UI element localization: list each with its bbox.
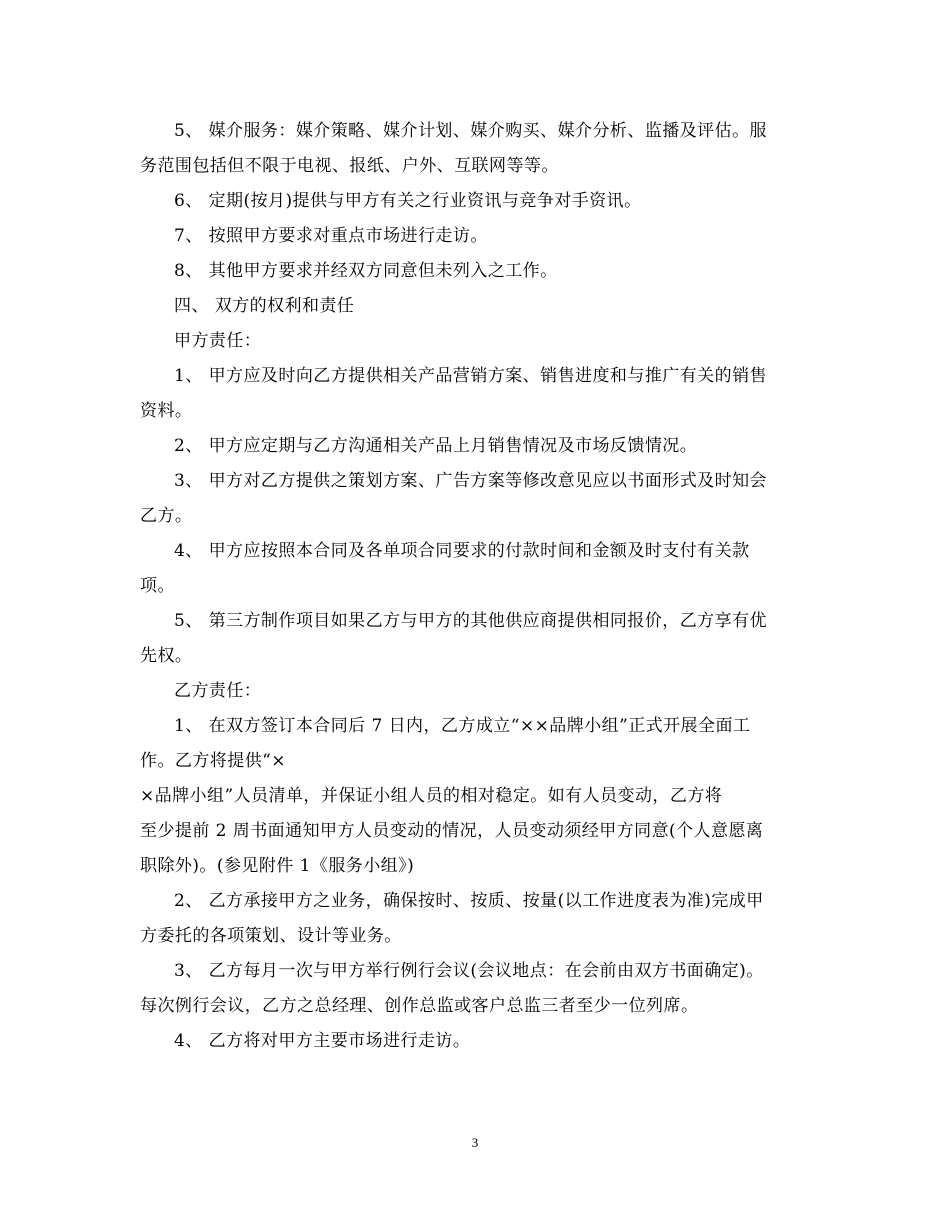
paragraph-line: 资料。 [140, 401, 193, 421]
paragraph-b1-continued [140, 779, 810, 884]
paragraph-line: 职除外)。(参见附件 1《服务小组》) [140, 856, 415, 876]
paragraph-b2 [140, 884, 810, 954]
paragraph-line: 方委托的各项策划、设计等业务。 [140, 926, 402, 946]
document-body [140, 114, 810, 1059]
section-heading-rights [140, 289, 810, 324]
paragraph-other-work [140, 254, 810, 289]
paragraph-line: 4、 乙方将对甲方主要市场进行走访。 [174, 1031, 471, 1051]
paragraph-a4 [140, 534, 810, 604]
paragraph-line: 至少提前 2 周书面通知甲方人员变动的情况，人员变动须经甲方同意(个人意愿离 [140, 821, 764, 841]
paragraph-line: ×品牌小组”人员清单，并保证小组人员的相对稳定。如有人员变动，乙方将 [140, 786, 723, 806]
paragraph-a5 [140, 604, 810, 674]
subheading-party-b [140, 674, 810, 709]
paragraph-line: 四、 双方的权利和责任 [174, 296, 355, 316]
paragraph-b3 [140, 954, 810, 1024]
paragraph-a1 [140, 359, 810, 429]
page-number: 3 [471, 1135, 479, 1150]
paragraph-line: 3、 甲方对乙方提供之策划方案、广告方案等修改意见应以书面形式及时知会 [174, 471, 767, 491]
paragraph-media-services [140, 114, 810, 184]
paragraph-periodic-info [140, 184, 810, 219]
paragraph-line: 1、 在双方签订本合同后 7 日内，乙方成立“××品牌小组”正式开展全面工 [174, 716, 751, 736]
paragraph-line: 6、 定期(按月)提供与甲方有关之行业资讯与竞争对手资讯。 [174, 191, 642, 211]
paragraph-line: 乙方。 [140, 506, 193, 526]
paragraph-line: 乙方责任： [174, 681, 262, 701]
paragraph-line: 项。 [140, 576, 175, 596]
paragraph-line: 2、 乙方承接甲方之业务，确保按时、按质、按量(以工作进度表为准)完成甲 [174, 891, 764, 911]
paragraph-line: 7、 按照甲方要求对重点市场进行走访。 [174, 226, 488, 246]
paragraph-line: 先权。 [140, 646, 193, 666]
paragraph-line: 每次例行会议，乙方之总经理、创作总监或客户总监三者至少一位列席。 [140, 996, 699, 1016]
paragraph-line: 2、 甲方应定期与乙方沟通相关产品上月销售情况及市场反馈情况。 [174, 436, 698, 456]
paragraph-line: 5、 媒介服务：媒介策略、媒介计划、媒介购买、媒介分析、监播及评估。服 [174, 121, 767, 141]
paragraph-line: 作。乙方将提供“× [140, 751, 286, 771]
paragraph-line: 8、 其他甲方要求并经双方同意但未列入之工作。 [174, 261, 558, 281]
paragraph-a2 [140, 429, 810, 464]
paragraph-line: 务范围包括但不限于电视、报纸、户外、互联网等等。 [140, 156, 559, 176]
subheading-party-a [140, 324, 810, 359]
paragraph-b4 [140, 1024, 810, 1059]
paragraph-market-visit [140, 219, 810, 254]
paragraph-a3 [140, 464, 810, 534]
paragraph-b1 [140, 709, 810, 779]
paragraph-line: 甲方责任： [174, 331, 262, 351]
paragraph-line: 4、 甲方应按照本合同及各单项合同要求的付款时间和金额及时支付有关款 [174, 541, 750, 561]
paragraph-line: 3、 乙方每月一次与甲方举行例行会议(会议地点：在会前由双方书面确定)。 [174, 961, 764, 981]
paragraph-line: 1、 甲方应及时向乙方提供相关产品营销方案、销售进度和与推广有关的销售 [174, 366, 767, 386]
paragraph-line: 5、 第三方制作项目如果乙方与甲方的其他供应商提供相同报价，乙方享有优 [174, 611, 767, 631]
